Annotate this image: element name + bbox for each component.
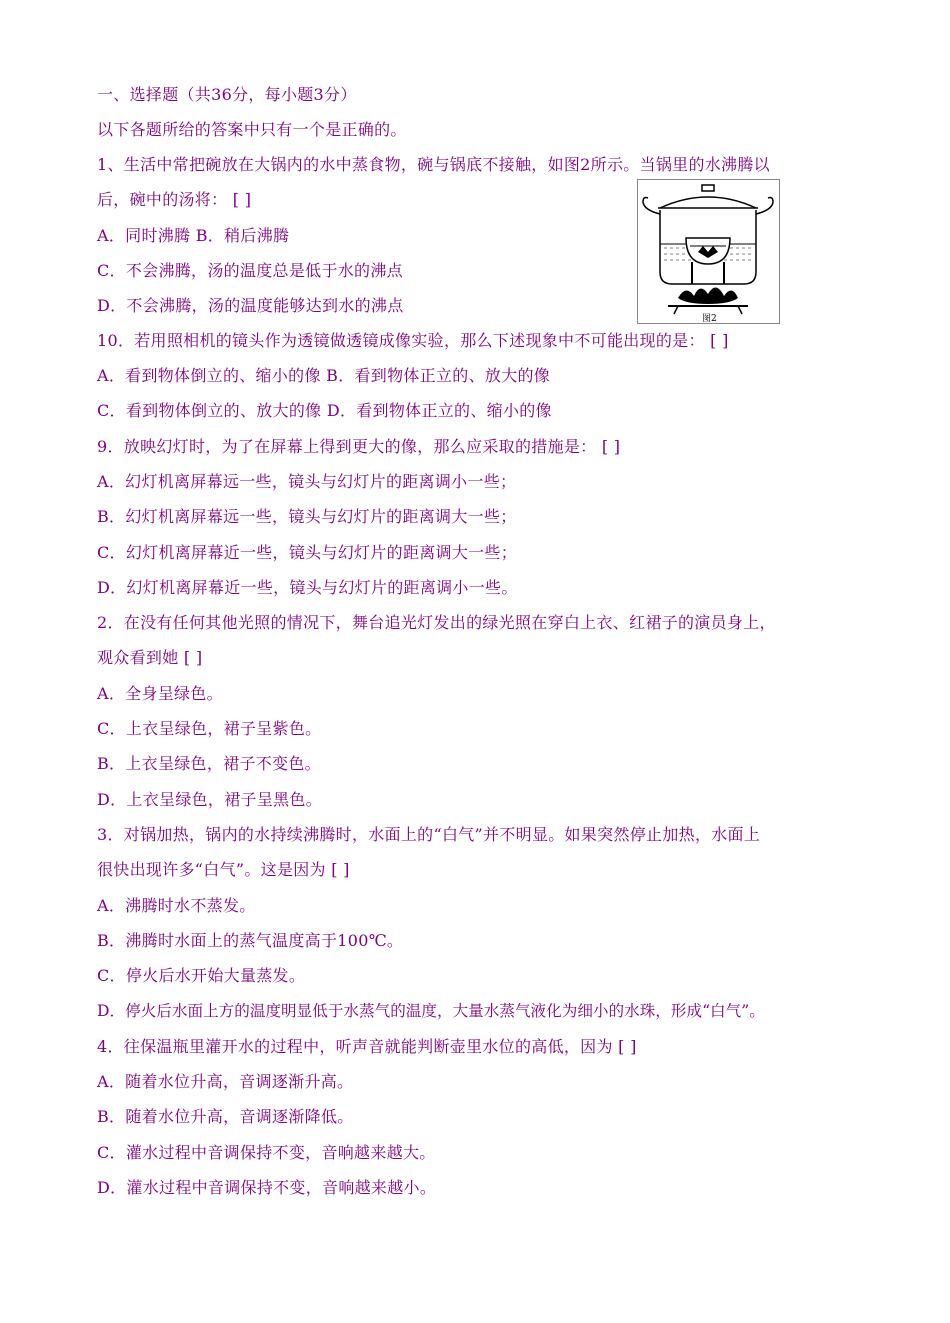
section-heading: 一、选择题（共36分，每小题3分） [97,85,357,104]
pot-steaming-figure [637,179,780,324]
question-4-option-c: C．灌水过程中音调保持不变，音响越来越大。 [97,1143,436,1162]
question-2-stem-line-2: 观众看到她 [ ] [97,648,203,667]
question-9-option-d: D．幻灯机离屏幕近一些，镜头与幻灯片的距离调小一些。 [97,578,518,597]
question-10-option-cd: C．看到物体倒立的、放大的像 D．看到物体正立的、缩小的像 [97,401,552,420]
question-4-option-a: A．随着水位升高，音调逐渐升高。 [97,1072,354,1091]
question-1-option-ab: A．同时沸腾 B．稍后沸腾 [97,226,290,245]
question-2-option-b: B．上衣呈绿色，裙子不变色。 [97,754,321,773]
question-3-stem-line-2: 很快出现许多“白气”。这是因为 [ ] [97,860,350,879]
question-10-option-ab: A．看到物体倒立的、缩小的像 B．看到物体正立的、放大的像 [97,366,551,385]
question-3-option-a: A．沸腾时水不蒸发。 [97,896,256,915]
question-2-stem-line-1: 2．在没有任何其他光照的情况下，舞台追光灯发出的绿光照在穿白上衣、红裙子的演员身上， [97,613,776,632]
question-2-option-d: D．上衣呈绿色，裙子呈黑色。 [97,790,323,809]
question-3-option-b: B．沸腾时水面上的蒸气温度高于100℃。 [97,931,404,950]
section-instruction: 以下各题所给的答案中只有一个是正确的。 [97,120,407,139]
question-1-option-c: C．不会沸腾，汤的温度总是低于水的沸点 [97,261,403,280]
question-2-option-a: A．全身呈绿色。 [97,684,223,703]
question-4-option-d: D．灌水过程中音调保持不变，音响越来越小。 [97,1178,437,1197]
question-10-stem: 10．若用照相机的镜头作为透镜做透镜成像实验，那么下述现象中不可能出现的是： [ ] [97,331,729,350]
question-4-option-b: B．随着水位升高，音调逐渐降低。 [97,1107,354,1126]
question-1-stem-line-1: 1、生活中常把碗放在大锅内的水中蒸食物，碗与锅底不接触，如图2所示。当锅里的水沸腾以 [97,155,770,174]
question-1-stem-line-2: 后，碗中的汤将： [ ] [97,190,252,209]
question-2-option-c: C．上衣呈绿色，裙子呈紫色。 [97,719,322,738]
question-4-stem: 4．往保温瓶里灌开水的过程中，听声音就能判断壶里水位的高低，因为 [ ] [97,1037,637,1056]
question-1-option-d: D．不会沸腾，汤的温度能够达到水的沸点 [97,296,404,315]
question-9-option-c: C．幻灯机离屏幕近一些，镜头与幻灯片的距离调大一些； [97,543,518,562]
question-3-option-c: C．停火后水开始大量蒸发。 [97,966,306,985]
question-9-option-b: B．幻灯机离屏幕远一些，镜头与幻灯片的距离调大一些； [97,507,517,526]
pot-diagram [638,180,779,323]
question-3-stem-line-1: 3．对锅加热，锅内的水持续沸腾时，水面上的“白气”并不明显。如果突然停止加热，水面上 [97,825,761,844]
question-3-option-d: D．停火后水面上方的温度明显低于水蒸气的温度，大量水蒸气液化为细小的水珠，形成“白气”。 [97,1002,765,1020]
question-9-option-a: A．幻灯机离屏幕远一些，镜头与幻灯片的距离调小一些； [97,472,517,491]
figure-label: 图2 [702,314,717,323]
question-9-stem: 9．放映幻灯时，为了在屏幕上得到更大的像，那么应采取的措施是： [ ] [97,437,621,456]
